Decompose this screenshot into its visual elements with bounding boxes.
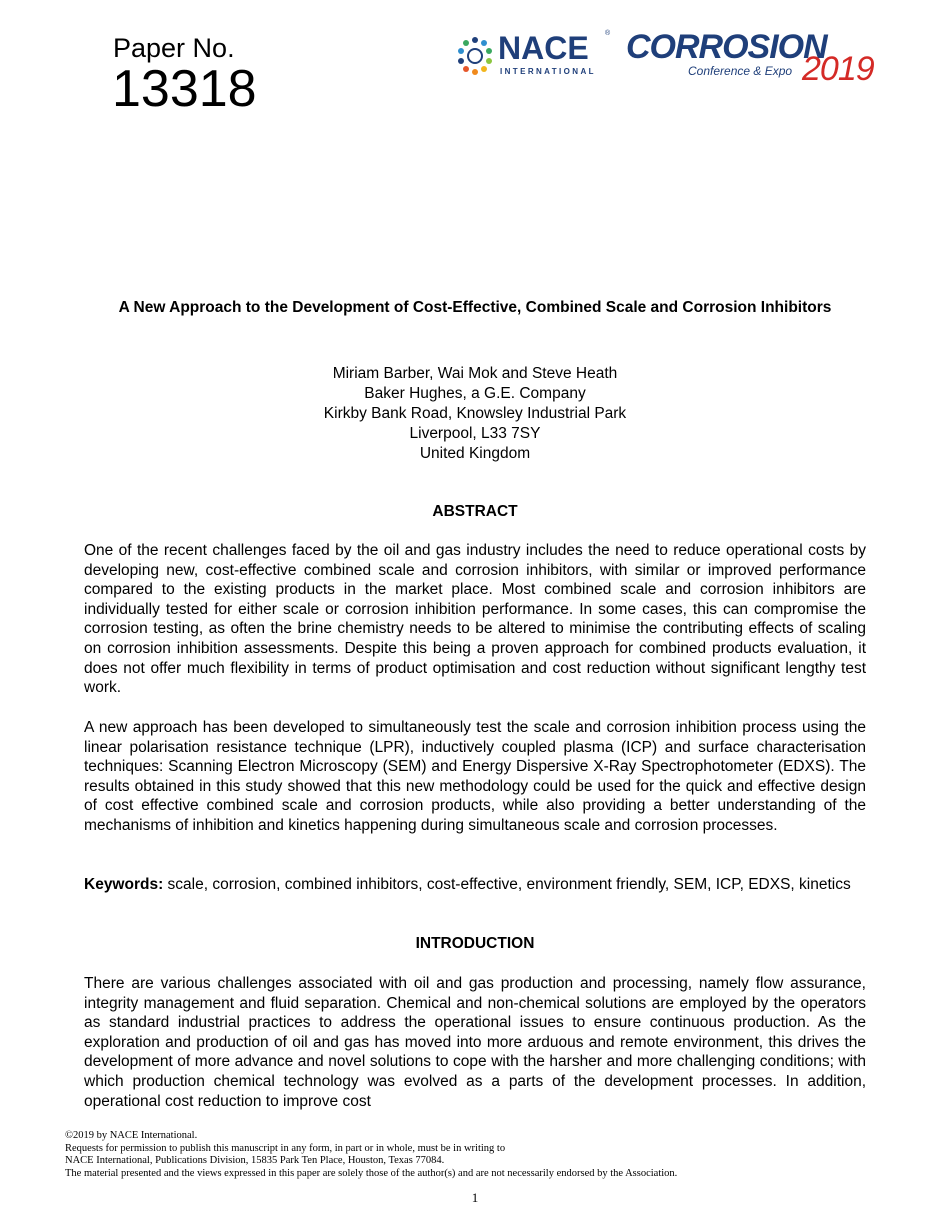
nace-logo-name: NACE xyxy=(498,30,589,66)
paper-number: 13318 xyxy=(112,60,257,118)
nace-logo-subtitle: INTERNATIONAL xyxy=(500,67,596,76)
footer-line: The material presented and the views expressed in this paper are solely those of the author(s) and are not necessarily endorsed by the Association. xyxy=(65,1167,678,1179)
abstract-heading: ABSTRACT xyxy=(432,503,518,520)
author-block xyxy=(84,364,866,464)
author-affiliation: Baker Hughes, a G.E. Company xyxy=(364,385,586,402)
page-number: 1 xyxy=(471,1190,479,1205)
author-address-city: Liverpool, L33 7SY xyxy=(409,425,541,442)
keywords-text: scale, corrosion, combined inhibitors, cost-effective, environment friendly, SEM, ICP, EDXS, kinetics xyxy=(163,876,851,893)
conference-subtitle: Conference & Expo xyxy=(688,64,793,78)
conference-year: 2019 xyxy=(802,50,874,88)
corrosion-logo-name: CORROSION xyxy=(626,28,827,66)
nace-reg-mark: ® xyxy=(605,30,611,37)
abstract-paragraph: A new approach has been developed to simultaneously test the scale and corrosion inhibition process using the linear polarisation resistance technique (LPR), inductively coupled plasma (ICP) and surface characterisation techniques: Scanning Electron Microscopy (SEM) and Energy Dispersive X-Ray Spectrophotometer (EDXS). The results obtained in this study showed that this new methodology could be used for the quick and effective design of cost effective combined scale and corrosion products, while also providing a better understanding of the mechanisms of inhibition and kinetics happening during simultaneous scale and corrosion processes. xyxy=(84,719,866,834)
introduction-heading: INTRODUCTION xyxy=(415,935,535,952)
paper-title: A New Approach to the Development of Cost-Effective, Combined Scale and Corrosion Inhibitors xyxy=(118,299,832,316)
corrosion-conference-logo xyxy=(626,28,886,86)
copyright-footer xyxy=(65,1130,677,1180)
nace-emblem-icon xyxy=(455,34,495,78)
abstract-paragraph: One of the recent challenges faced by the oil and gas industry includes the need to reduce operational costs by developing new, cost-effective combined scale and corrosion inhibitors, with similar or improved performance compared to the existing products in the market place. Most combined scale and corrosion inhibitors are individually tested for either scale or corrosion inhibition performance. In some cases, this can compromise the corrosion testing, as often the brine chemistry needs to be altered to minimise the contributing effects of scaling on corrosion inhibition assessments. Despite this being a proven approach for combined products evaluation, it does not offer much flexibility in terms of product optimisation and cost reduction without significant lengthy test work. xyxy=(84,542,866,697)
keywords xyxy=(84,875,866,895)
introduction-paragraph: There are various challenges associated with oil and gas production and processing, namely flow assurance, integrity management and fluid separation. Chemical and non-chemical solutions are employed by the operators as standard industrial practices to address the operational issues to ensure continuous production. As the exploration and production of oil and gas has moved into more arduous and remote environment, this drives the development of more advance and novel solutions to cope with the harsher and more challenging conditions; with which production chemical technology was evolved as a parts of the development processes. In addition, operational cost reduction to improve cost xyxy=(84,975,866,1110)
keywords-label: Keywords: xyxy=(84,876,164,893)
author-address-street: Kirkby Bank Road, Knowsley Industrial Park xyxy=(323,405,627,422)
nace-logo xyxy=(455,30,615,80)
footer-line: ©2019 by NACE International. xyxy=(65,1130,198,1141)
author-address-country: United Kingdom xyxy=(419,445,531,462)
footer-line: Requests for permission to publish this manuscript in any form, in part or in whole, must be in writing to xyxy=(65,1142,506,1154)
footer-line: NACE International, Publications Division, 15835 Park Ten Place, Houston, Texas 77084. xyxy=(65,1155,445,1166)
author-names: Miriam Barber, Wai Mok and Steve Heath xyxy=(332,365,618,382)
paper-label: Paper No. xyxy=(113,33,235,63)
